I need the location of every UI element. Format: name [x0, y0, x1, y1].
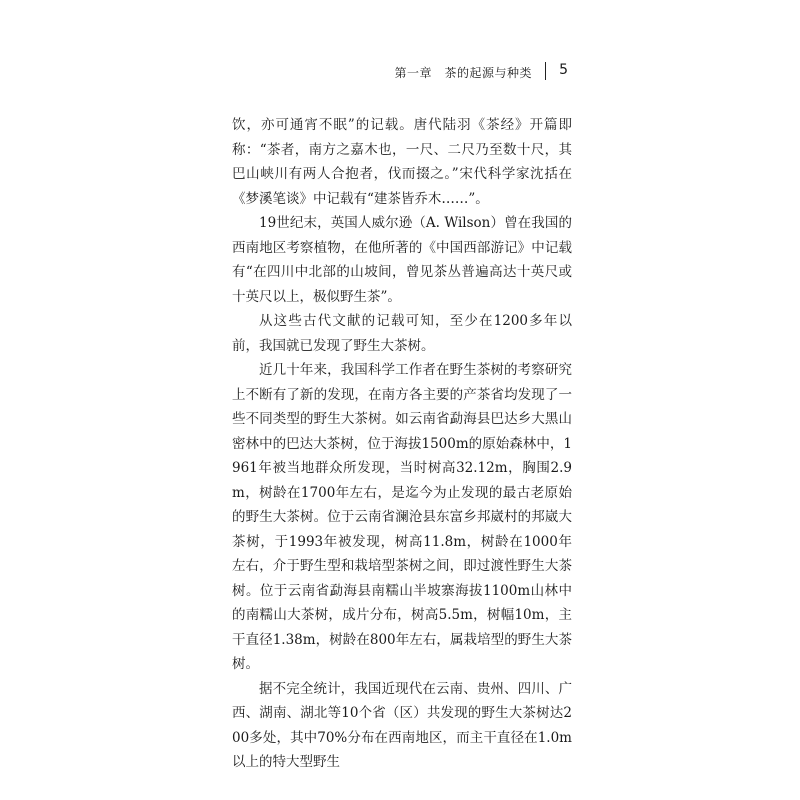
paragraph-statistics: 据不完全统计，我国近现代在云南、贵州、四川、广西、湖南、湖北等10个省（区）共发现的野生大茶树达200多处，其中70%分布在西南地区，而主干直径在1.0m以上的特大型野生 [232, 680, 572, 770]
running-header [394, 62, 570, 80]
paragraph-wilson: 19世纪末，英国人威尔逊（A. Wilson）曾在我国的西南地区考察植物，在他所著的《中国西部游记》中记载有“在四川中北部的山坡间，曾见茶丛普遍高达十英尺或十英尺以上，极似野生茶”。 [232, 215, 572, 305]
paragraph-conclusion: 从这些古代文献的记载可知，至少在1200多年以前，我国就已发现了野生大茶树。 [232, 313, 572, 354]
paragraph-continued: 饮，亦可通宵不眠”的记载。唐代陆羽《茶经》开篇即称：“茶者，南方之嘉木也，一尺、二尺乃至数十尺，其巴山峡川有两人合抱者，伐而掇之。”宋代科学家沈括在《梦溪笔谈》中记载有“建茶皆乔木……”。 [232, 117, 572, 207]
page-number: 5 [559, 62, 568, 78]
body-text [232, 113, 572, 775]
paragraph-discoveries: 近几十年来，我国科学工作者在野生茶树的考察研究上不断有了新的发现，在南方各主要的产茶省均发现了一些不同类型的野生大茶树。如云南省勐海县巴达乡大黑山密林中的巴达大茶树，位于海拔1500m的原始森林中，1961年被当地群众所发现，当时树高32.12m，胸围2.9m，树龄在1700年左右，是迄今为止发现的最古老原始的野生大茶树。位于云南省澜沧县东富乡邦崴村的邦崴大茶树，于1993年被发现，树高11.8m，树龄在1000年左右，介于野生型和栽培型茶树之间，即过渡性野生大茶树。位于云南省勐海县南糯山半坡寨海拔1100m山林中的南糯山大茶树，成片分布，树高5.5m，树幅10m，主干直径1.38m，树龄在800年左右，属栽培型的野生大茶树。 [232, 362, 572, 672]
chapter-title: 第一章 茶的起源与种类 [394, 66, 532, 80]
header-divider [545, 62, 546, 80]
